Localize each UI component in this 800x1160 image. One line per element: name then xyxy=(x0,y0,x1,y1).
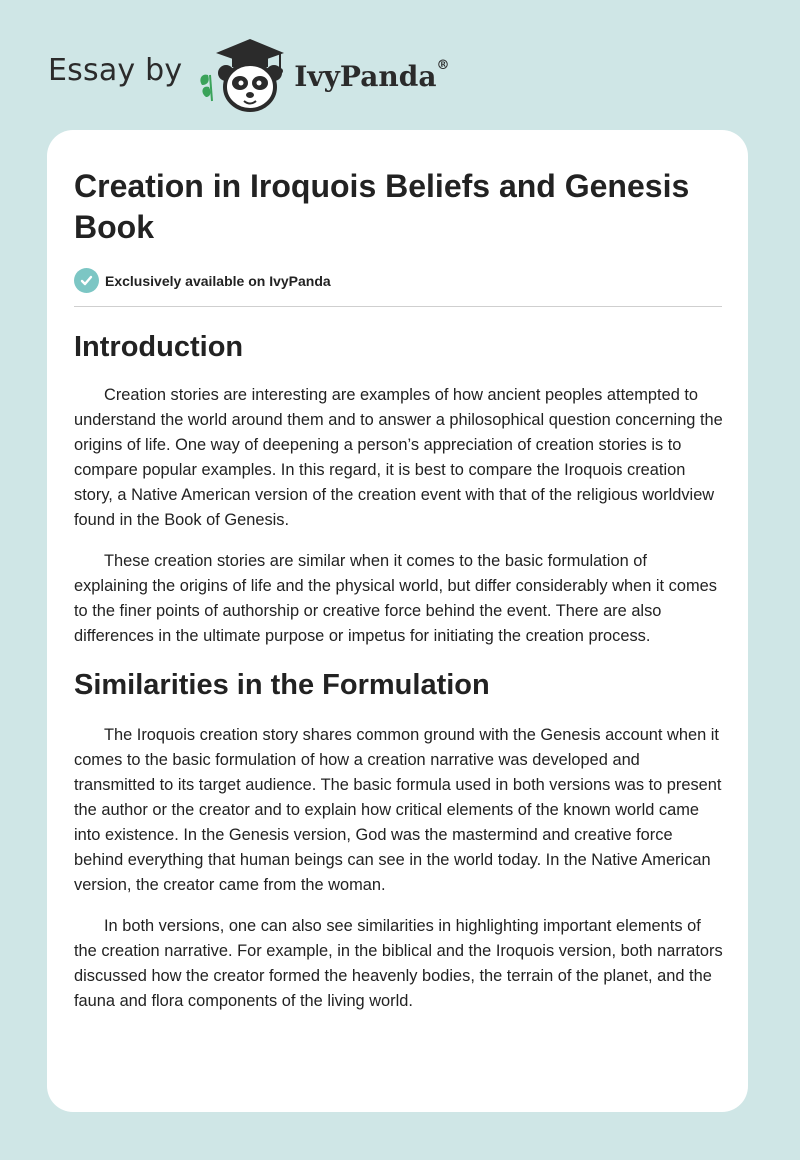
brand-name: IvyPanda® xyxy=(294,57,450,93)
checkmark-circle-icon xyxy=(74,268,99,293)
paragraph: These creation stories are similar when it comes to the basic formulation of explaining the origins of life and the physical world, but differ considerably when it comes to the finer points of authorship or creative force behind the event. There are also differences in the ultimate purpose or impetus for initiating the creation process. xyxy=(74,552,717,645)
section-heading-introduction: Introduction xyxy=(74,331,244,363)
page-title: Creation in Iroquois Beliefs and Genesis Book xyxy=(74,168,690,245)
panda-graduation-cap-icon xyxy=(196,35,292,113)
exclusive-badge xyxy=(74,268,722,293)
paragraph: The Iroquois creation story shares common ground with the Genesis account when it comes to the basic formulation of how a creation narrative was developed and transmitted to its target audience. The basic formula used in both versions was to present the author or the creator and to explain how critical elements of the known world came into existence. In the Genesis version, God was the mastermind and creative force behind everything that human beings can see in the world today. In the Native American version, the creator came from the woman. xyxy=(74,726,722,894)
paragraph: In both versions, one can also see similarities in highlighting important elements of the creation narrative. For example, in the biblical and the Iroquois version, both narrators discussed how the creator formed the heavenly bodies, the terrain of the planet, and the fauna and flora components of the living world. xyxy=(74,917,723,1010)
essay-card xyxy=(47,130,748,1112)
essay-by-label: Essay by xyxy=(48,52,183,88)
divider xyxy=(74,306,722,307)
badge-label: Exclusively available on IvyPanda xyxy=(105,272,331,289)
section-heading-similarities: Similarities in the Formulation xyxy=(74,669,490,701)
ivy-leaf-icon xyxy=(201,75,213,101)
paragraph: Creation stories are interesting are examples of how ancient peoples attempted to understand the world around them and to answer a philosophical question concerning the origins of life. One way of deepening a person’s appreciation of creation stories is to compare popular examples. In this regard, it is best to compare the Iroquois creation story, a Native American version of the creation event with that of the religious worldview found in the Book of Genesis. xyxy=(74,386,723,529)
site-logo[interactable] xyxy=(48,34,449,114)
